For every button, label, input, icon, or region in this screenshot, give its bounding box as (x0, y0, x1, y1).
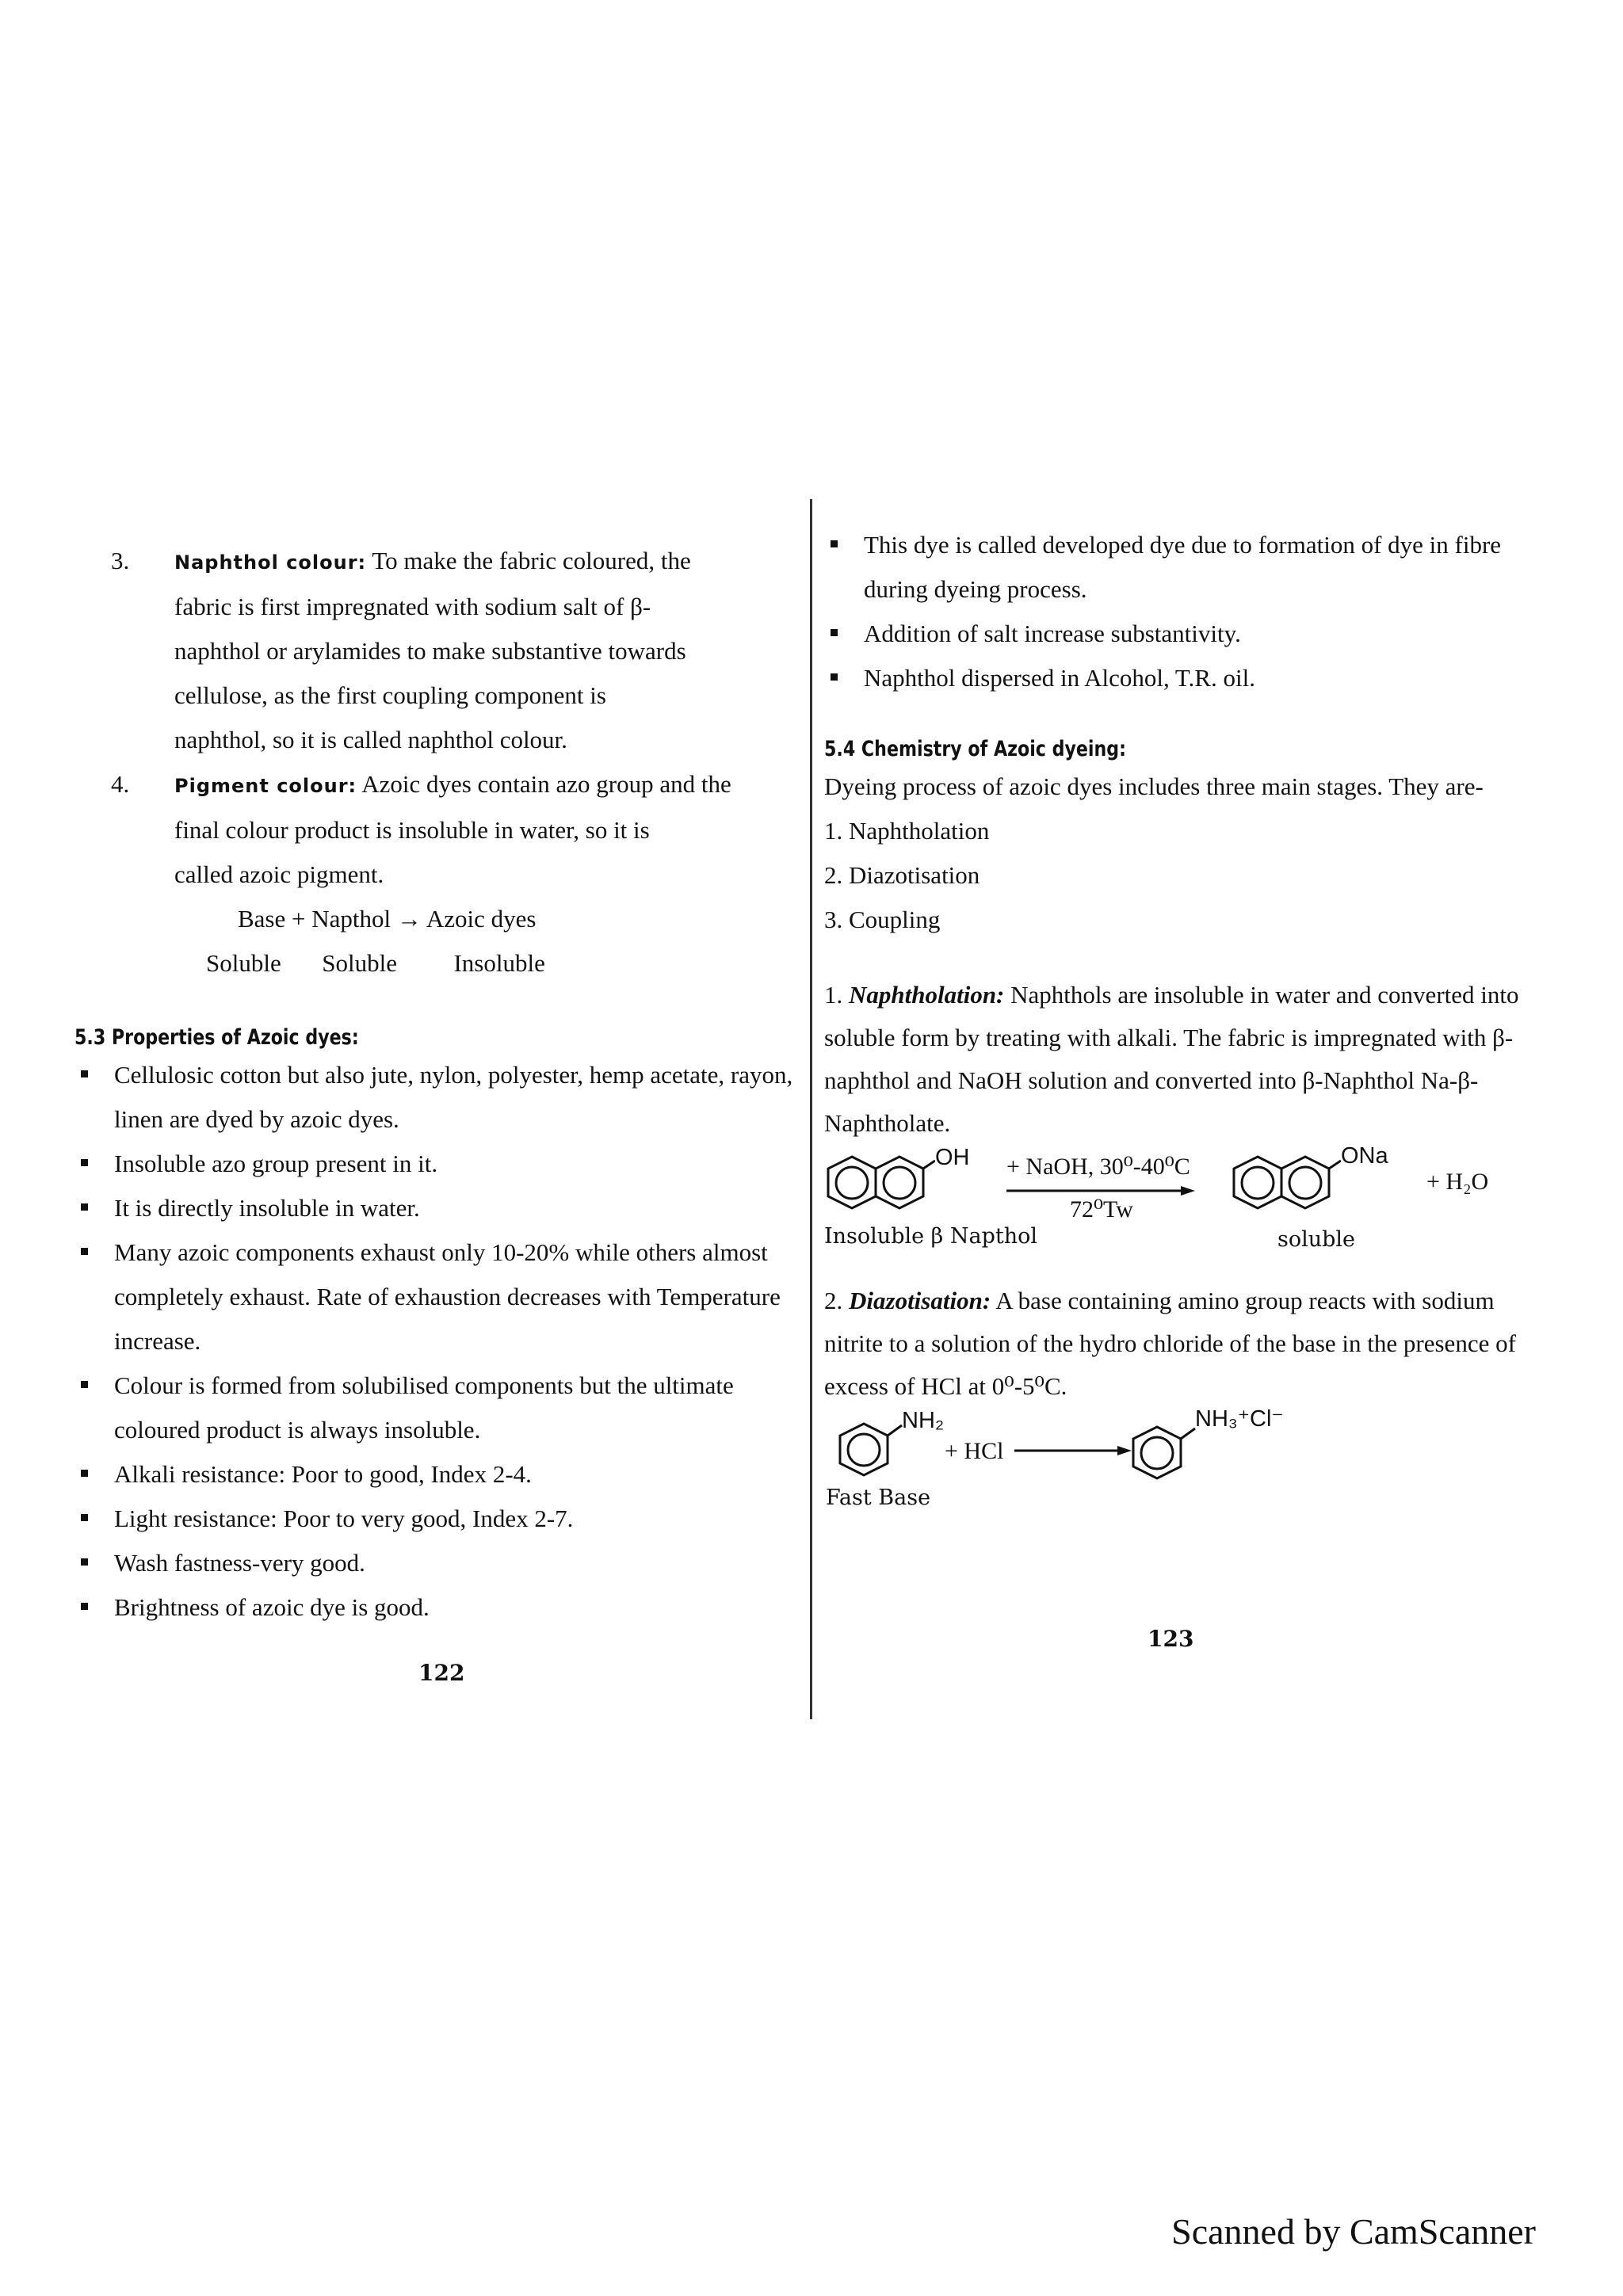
page-gutter-divider (810, 499, 812, 1719)
aniline-structure-icon (832, 1416, 903, 1487)
hydroxyl-group-label: OH (935, 1145, 970, 1170)
list-item: Many azoic components exhaust only 10-20% while others almost completely exhaust. Rate of exhaustion decreases with Temperature increase. (74, 1230, 808, 1363)
item-number: 3. (111, 547, 130, 574)
list-item: Insoluble azo group present in it. (74, 1142, 808, 1186)
ammonium-chloride-group-label: NH₃⁺Cl⁻ (1195, 1406, 1284, 1432)
bullet-icon (81, 1514, 88, 1521)
page-number-left: 122 (418, 1660, 465, 1686)
bullet-icon (81, 1159, 88, 1166)
bullet-icon (831, 629, 838, 636)
item-term: Naphthol colour: (174, 551, 367, 574)
equation-line-1: Base + Napthol → Azoic dyes (238, 905, 537, 933)
sodium-oxide-group-label: ONa (1341, 1143, 1388, 1169)
solubility-base: Soluble (206, 949, 281, 977)
item-line: To make the fabric coloured, the (372, 547, 691, 574)
fast-base-caption: Fast Base (826, 1486, 931, 1510)
item-line: cellulose, as the first coupling component is (174, 681, 606, 709)
naphtholation-reaction (824, 1145, 1537, 1264)
stage-item: 3. Coupling (824, 906, 941, 933)
solubility-product: Insoluble (453, 949, 545, 977)
stage-item: 2. Diazotisation (824, 861, 980, 889)
reaction-reagent: + HCl (945, 1438, 1004, 1464)
right-page (824, 523, 1537, 1519)
anilinium-structure-icon (1125, 1419, 1197, 1490)
properties-list (74, 1053, 808, 1630)
product-caption: soluble (1277, 1227, 1356, 1252)
naphtholation-paragraph (824, 974, 1537, 1145)
reaction-byproduct: + H₂O (1426, 1169, 1489, 1195)
bullet-icon (81, 1070, 88, 1077)
stage-item: 1. Naphtholation (824, 817, 990, 845)
scanner-watermark: Scanned by CamScanner (1171, 2211, 1536, 2252)
section-heading-chemistry: 5.4 Chemistry of Azoic dyeing: (824, 737, 1126, 761)
item-line: fabric is first impregnated with sodium salt of β- (174, 593, 651, 620)
reactant-caption: Insoluble β Napthol (824, 1224, 1037, 1249)
naphtholate-structure-icon (1230, 1153, 1341, 1224)
paragraph-number: 1. (824, 981, 843, 1009)
item-line: final colour product is insoluble in water, so it is (174, 816, 650, 844)
paragraph-term: Diazotisation: (849, 1287, 991, 1314)
bullet-icon (831, 540, 838, 547)
paragraph-term: Naphtholation: (849, 981, 1005, 1009)
list-item: Addition of salt increase substantivity. (824, 612, 1537, 656)
amino-group-label: NH₂ (902, 1408, 945, 1433)
item-line: called azoic pigment. (174, 860, 384, 888)
page-number-right: 123 (1148, 1626, 1194, 1652)
bullet-icon (81, 1603, 88, 1610)
bullet-icon (81, 1203, 88, 1211)
section-heading-properties: 5.3 Properties of Azoic dyes: (74, 1025, 359, 1050)
bullet-icon (81, 1381, 88, 1388)
list-item: Alkali resistance: Poor to good, Index 2-4. (74, 1452, 808, 1497)
reaction-arrow-icon (1014, 1443, 1133, 1459)
list-item: Cellulosic cotton but also jute, nylon, polyester, hemp acetate, rayon, linen are dyed by azoic dyes. (74, 1053, 808, 1142)
paragraph-text: A base containing amino group reacts with sodium nitrite to a solution of the hydro chloride of the base in the presence of excess of HCl at 0⁰-5⁰C. (824, 1287, 1516, 1400)
list-item: Brightness of azoic dye is good. (74, 1585, 808, 1630)
list-item: Wash fastness-very good. (74, 1541, 808, 1585)
paragraph-number: 2. (824, 1287, 843, 1314)
item-naphthol-colour (79, 539, 808, 762)
item-number: 4. (111, 770, 130, 798)
item-line: naphthol, so it is called naphthol colour. (174, 726, 567, 753)
list-item: It is directly insoluble in water. (74, 1186, 808, 1230)
chemistry-intro: Dyeing process of azoic dyes includes three main stages. They are- (824, 772, 1484, 800)
list-item: Light resistance: Poor to very good, Index 2-7. (74, 1497, 808, 1541)
solubility-napthol: Soluble (322, 949, 397, 977)
item-term: Pigment colour: (174, 775, 357, 797)
item-line: naphthol or arylamides to make substantive towards (174, 637, 686, 665)
bullet-icon (81, 1470, 88, 1477)
naphthol-structure-icon (824, 1153, 935, 1224)
item-pigment-colour (79, 762, 808, 897)
list-item: Colour is formed from solubilised components but the ultimate coloured product is always insoluble. (74, 1363, 808, 1452)
left-page (74, 539, 808, 1630)
paragraph-text: Naphthols are insoluble in water and converted into soluble form by treating with alkali. The fabric is impregnated with β-naphthol and NaOH solution and converted into β-Naphthol Na-β-Naphtholate. (824, 981, 1519, 1137)
bullet-icon (81, 1558, 88, 1566)
item-line: Azoic dyes contain azo group and the (361, 770, 731, 798)
dye-notes-list (824, 523, 1537, 700)
reaction-reagent: + NaOH, 30⁰-40⁰C (1006, 1154, 1190, 1180)
diazotisation-paragraph (824, 1280, 1537, 1408)
diazotisation-reaction (824, 1408, 1537, 1519)
azoic-equation (79, 897, 808, 941)
bullet-icon (831, 673, 838, 681)
bullet-icon (81, 1248, 88, 1255)
reaction-condition: 72⁰Tw (1070, 1196, 1133, 1222)
azoic-equation-solubility (79, 941, 808, 986)
list-item: Naphthol dispersed in Alcohol, T.R. oil. (824, 656, 1537, 700)
list-item: This dye is called developed dye due to formation of dye in fibre during dyeing process. (824, 523, 1537, 612)
